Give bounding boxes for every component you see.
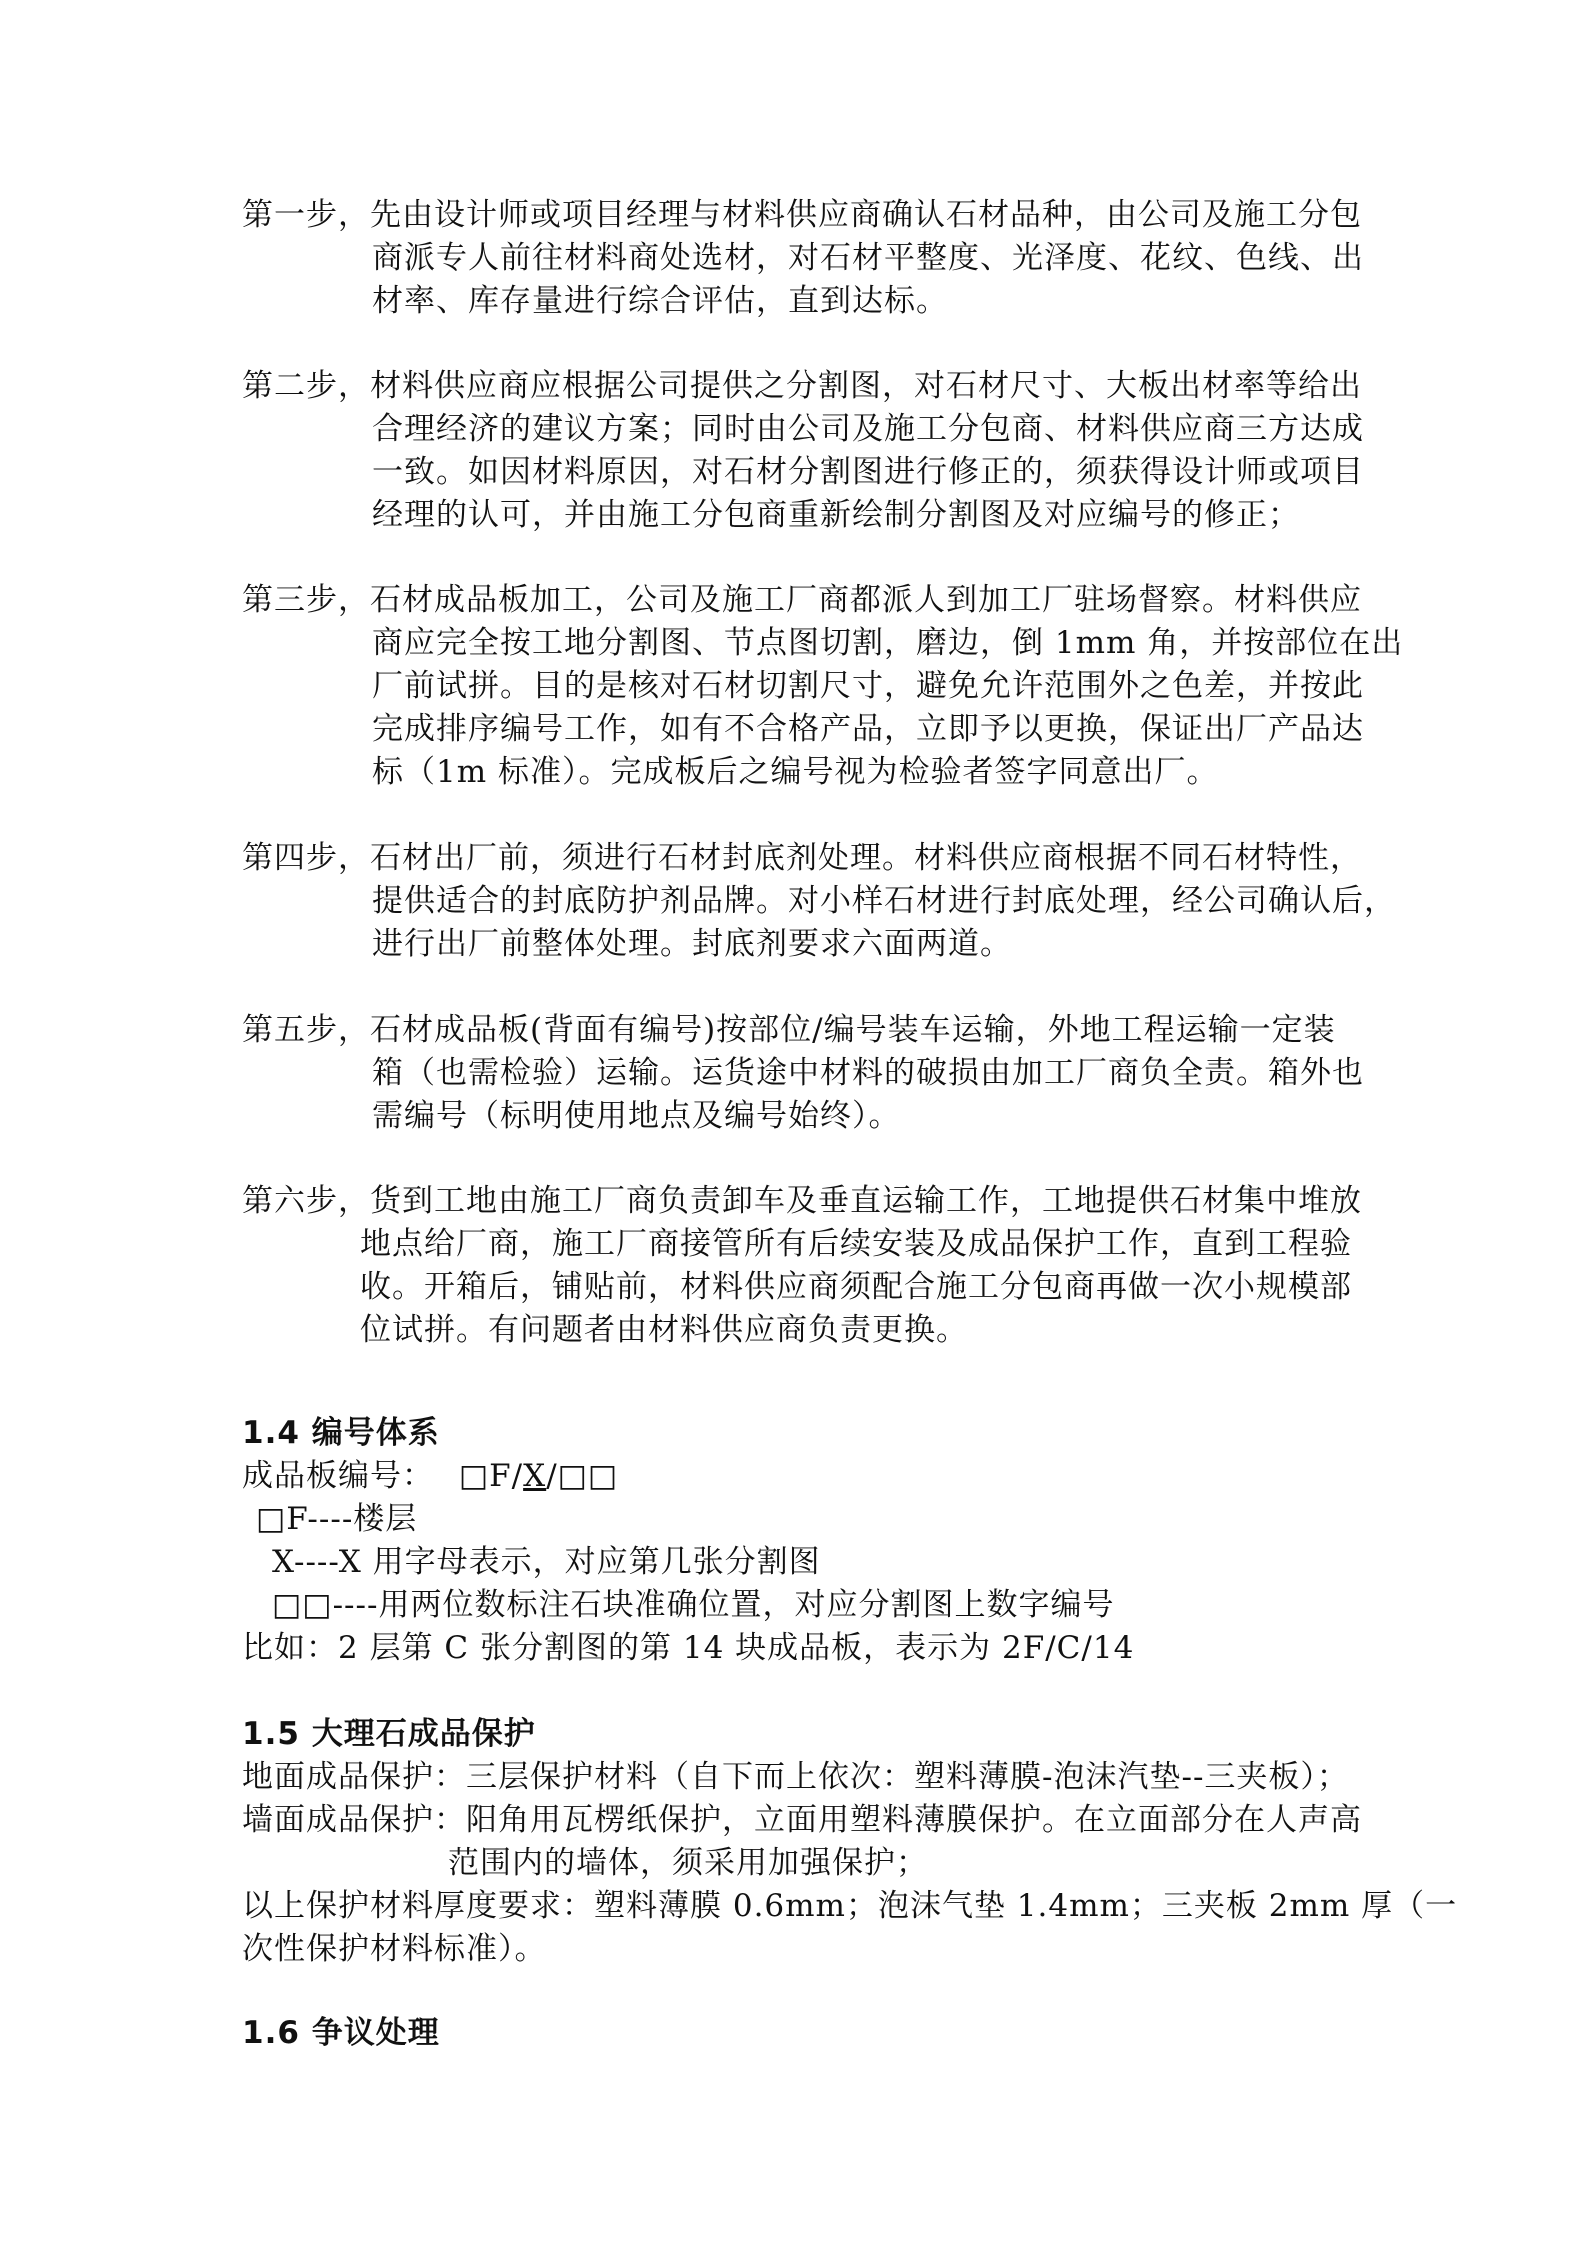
step-6-line-3: 收。开箱后，铺贴前，材料供应商须配合施工分包商再做一次小规模部 [360,1269,1352,1305]
step-4-line-3: 进行出厂前整体处理。封底剂要求六面两道。 [372,926,1012,962]
panel-code-suffix: /□□ [546,1458,619,1494]
step-5-line-1: 第五步，石材成品板(背面有编号)按部位/编号装车运输，外地工程运输一定装 [242,1012,1336,1048]
section-16-heading: 1.6 争议处理 [242,2015,440,2051]
code-example: 比如：2 层第 C 张分割图的第 14 块成品板，表示为 2F/C/14 [242,1630,1135,1666]
wall-protection-line-1: 墙面成品保护：阳角用瓦楞纸保护，立面用塑料薄膜保护。在立面部分在人声高 [242,1802,1362,1838]
step-3-line-3: 厂前试拼。目的是核对石材切割尺寸，避免允许范围外之色差，并按此 [372,668,1364,704]
step-3-line-1: 第三步，石材成品板加工，公司及施工厂商都派人到加工厂驻场督察。材料供应 [242,582,1362,618]
step-2-line-1: 第二步，材料供应商应根据公司提供之分割图，对石材尺寸、大板出材率等给出 [242,368,1362,404]
section-15-heading: 1.5 大理石成品保护 [242,1716,536,1752]
code-item-position: □□----用两位数标注石块准确位置，对应分割图上数字编号 [272,1587,1115,1623]
step-6-line-1: 第六步，货到工地由施工厂商负责卸车及垂直运输工作，工地提供石材集中堆放 [242,1183,1362,1219]
step-2-line-2: 合理经济的建议方案；同时由公司及施工分包商、材料供应商三方达成 [372,411,1364,447]
step-4-line-2: 提供适合的封底防护剂品牌。对小样石材进行封底处理，经公司确认后， [372,883,1396,919]
step-2-line-4: 经理的认可，并由施工分包商重新绘制分割图及对应编号的修正； [372,497,1300,533]
step-3-line-2: 商应完全按工地分割图、节点图切割，磨边，倒 1mm 角，并按部位在出 [372,625,1404,661]
step-1-line-1: 第一步，先由设计师或项目经理与材料供应商确认石材品种，由公司及施工分包 [242,197,1362,233]
step-2-line-3: 一致。如因材料原因，对石材分割图进行修正的，须获得设计师或项目 [372,454,1364,490]
step-1-line-3: 材率、库存量进行综合评估，直到达标。 [372,283,948,319]
floor-protection: 地面成品保护：三层保护材料（自下而上依次：塑料薄膜-泡沫汽垫--三夹板）； [242,1759,1349,1795]
panel-code-label: 成品板编号： [242,1458,434,1494]
code-item-floor: □F----楼层 [256,1501,418,1537]
section-14-heading: 1.4 编号体系 [242,1415,440,1451]
wall-protection-line-2: 范围内的墙体，须采用加强保护； [448,1845,928,1881]
panel-code-row [242,1454,618,1498]
step-6-line-4: 位试拼。有问题者由材料供应商负责更换。 [360,1312,968,1348]
panel-code-x: X [523,1458,547,1494]
step-6-line-2: 地点给厂商，施工厂商接管所有后续安装及成品保护工作，直到工程验 [360,1226,1352,1262]
step-1-line-2: 商派专人前往材料商处选材，对石材平整度、光泽度、花纹、色线、出 [372,240,1364,276]
thickness-line-2: 次性保护材料标准）。 [242,1931,547,1967]
panel-code-prefix: □F/ [458,1458,524,1494]
code-item-letter: X----X 用字母表示，对应第几张分割图 [272,1544,821,1580]
step-5-line-3: 需编号（标明使用地点及编号始终）。 [372,1098,901,1134]
step-4-line-1: 第四步，石材出厂前，须进行石材封底剂处理。材料供应商根据不同石材特性， [242,840,1362,876]
step-3-line-4: 完成排序编号工作，如有不合格产品，立即予以更换，保证出厂产品达 [372,711,1364,747]
step-3-line-5: 标（1m 标准）。完成板后之编号视为检验者签字同意出厂。 [372,754,1219,790]
thickness-line-1: 以上保护材料厚度要求：塑料薄膜 0.6mm；泡沫气垫 1.4mm；三夹板 2mm 厚（一 [242,1888,1458,1924]
step-5-line-2: 箱（也需检验）运输。运货途中材料的破损由加工厂商负全责。箱外也 [372,1055,1364,1091]
